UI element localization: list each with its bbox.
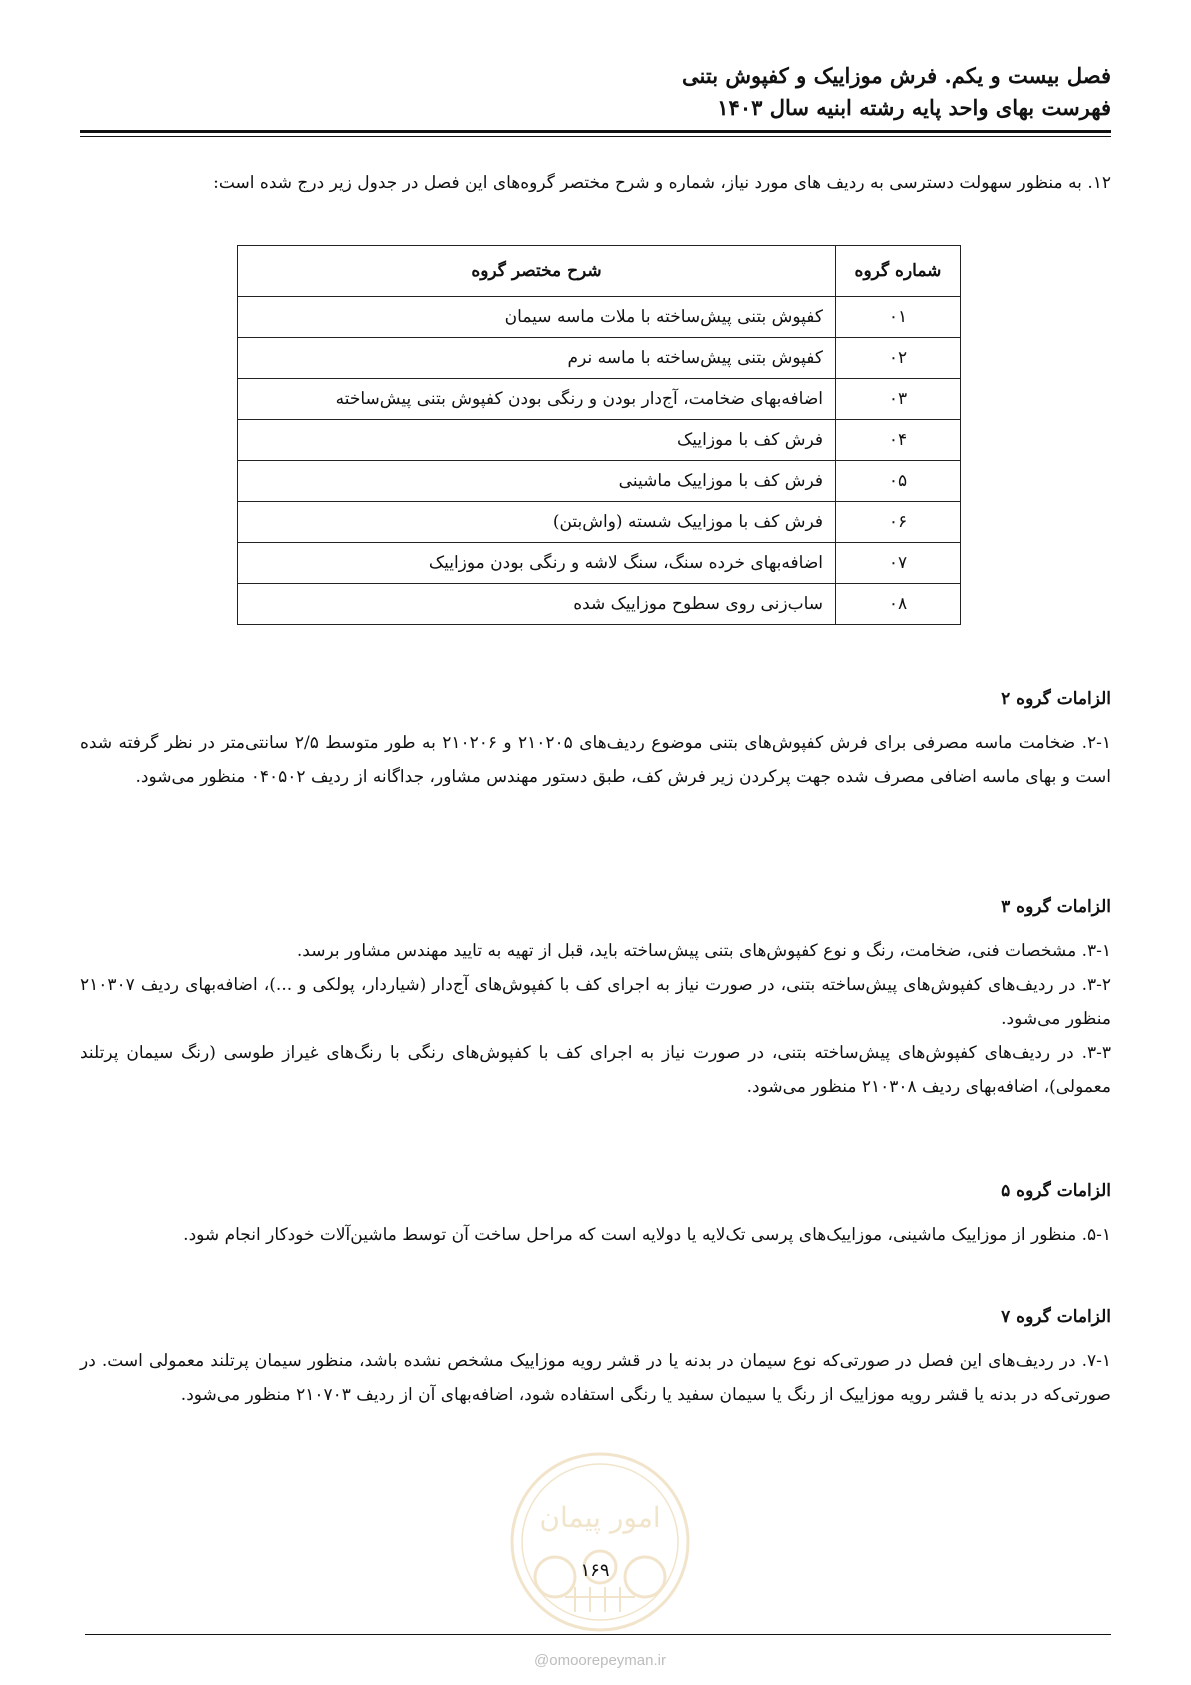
section-title: الزامات گروه ۳ xyxy=(1001,897,1111,917)
group-description-cell: اضافه‌بهای خرده سنگ، سنگ لاشه و رنگی بودن موزاییک xyxy=(238,543,836,584)
section-paragraph: ۲-۱. ضخامت ماسه مصرفی برای فرش کفپوش‌های بتنی موضوع ردیف‌های ۲۱۰۲۰۵ و ۲۱۰۲۰۶ به طور متوسط ۲/۵ سانتی‌متر در نظر گرفته شده است و بهای ماسه اضافی مصرف شده جهت پرکردن زیر فرش کف، طبق دستور مهندس مشاور، جداگانه از ردیف ۰۴۰۵۰۲ منظور می‌شود. xyxy=(80,733,1111,787)
groups-table xyxy=(237,245,961,625)
logo-outer-ring xyxy=(512,1454,688,1630)
group-number-cell: ۰۵ xyxy=(836,461,961,502)
section-title: الزامات گروه ۷ xyxy=(1001,1307,1111,1327)
table-row xyxy=(238,461,961,502)
group-description-cell: کفپوش بتنی پیش‌ساخته با ماسه نرم xyxy=(238,338,836,379)
group-description-cell: فرش کف با موزاییک ماشینی xyxy=(238,461,836,502)
section-paragraph: ۳-۱. مشخصات فنی، ضخامت، رنگ و نوع کفپوش‌های بتنی پیش‌ساخته باید، قبل از تهیه به تایید مهندس مشاور برسد. xyxy=(296,941,1111,961)
group-number-cell: ۰۳ xyxy=(836,379,961,420)
section-title: الزامات گروه ۵ xyxy=(1001,1181,1111,1201)
gear-icon xyxy=(625,1557,665,1597)
section-paragraph: ۷-۱. در ردیف‌های این فصل در صورتی‌که نوع سیمان در بدنه یا در قشر رویه موزاییک مشخص نشده باشد، منظور سیمان پرتلند معمولی است. در صورتی‌که در بدنه یا قشر رویه موزاییک از رنگ یا سیمان سفید یا رنگی استفاده شود، اضافه‌بهای آن از ردیف ۲۱۰۷۰۳ منظور می‌شود. xyxy=(80,1351,1111,1405)
group-number-cell: ۰۶ xyxy=(836,502,961,543)
section-title: الزامات گروه ۲ xyxy=(1001,689,1111,709)
header-rule-thick xyxy=(80,130,1111,133)
page-number: ۱۶۹ xyxy=(580,1560,610,1581)
group-number-cell: ۰۱ xyxy=(836,297,961,338)
table-row xyxy=(238,297,961,338)
website-watermark: @omoorepeyman.ir xyxy=(534,1652,666,1669)
header-group-description: شرح مختصر گروه xyxy=(238,246,836,297)
page-header xyxy=(80,60,1111,124)
logo-lettering: امور پیمان xyxy=(539,1501,661,1534)
group-number-cell: ۰۸ xyxy=(836,584,961,625)
chapter-title: فصل بیست و یکم. فرش موزاییک و کفپوش بتنی xyxy=(682,63,1111,88)
footer-rule xyxy=(85,1634,1111,1635)
group-description-cell: ساب‌زنی روی سطوح موزاییک شده xyxy=(238,584,836,625)
intro-paragraph: ۱۲. به منظور سهولت دسترسی به ردیف های مورد نیاز، شماره و شرح مختصر گروه‌های این فصل در جدول زیر درج شده است: xyxy=(213,173,1111,193)
table-row xyxy=(238,379,961,420)
group-description-cell: کفپوش بتنی پیش‌ساخته با ملات ماسه سیمان xyxy=(238,297,836,338)
section-paragraph: ۵-۱. منظور از موزاییک ماشینی، موزاییک‌های پرسی تک‌لایه یا دولایه است که مراحل ساخت آن توسط ماشین‌آلات خودکار انجام شود. xyxy=(183,1225,1111,1245)
group-number-cell: ۰۴ xyxy=(836,420,961,461)
section-paragraph: ۳-۲. در ردیف‌های کفپوش‌های پیش‌ساخته بتنی، در صورت نیاز به اجرای کف با کفپوش‌های آج‌دار (شیاردار، پولکی و ...)، اضافه‌بهای ردیف ۲۱۰۳۰۷ منظور می‌شود. xyxy=(80,975,1111,1029)
section-group-3 xyxy=(80,890,1111,1104)
table-row xyxy=(238,338,961,379)
price-list-title: فهرست بهای واحد پایه رشته ابنیه سال ۱۴۰۳ xyxy=(717,95,1111,120)
table-row xyxy=(238,502,961,543)
group-number-cell: ۰۷ xyxy=(836,543,961,584)
header-rule-thin xyxy=(80,136,1111,137)
group-number-cell: ۰۲ xyxy=(836,338,961,379)
watermark-logo xyxy=(505,1447,695,1637)
table-row xyxy=(238,543,961,584)
group-description-cell: فرش کف با موزاییک xyxy=(238,420,836,461)
section-paragraph: ۳-۳. در ردیف‌های کفپوش‌های پیش‌ساخته بتنی، در صورت نیاز به اجرای کف با کفپوش‌های رنگی با رنگ‌های غیراز طوسی (رنگ سیمان پرتلند معمولی)، اضافه‌بهای ردیف ۲۱۰۳۰۸ منظور می‌شود. xyxy=(80,1043,1111,1097)
table-row xyxy=(238,420,961,461)
table-row xyxy=(238,584,961,625)
header-group-number: شماره گروه xyxy=(836,246,961,297)
building-grid-icon xyxy=(565,1587,635,1612)
table-header-row xyxy=(238,246,961,297)
section-group-5 xyxy=(80,1174,1111,1252)
group-description-cell: اضافه‌بهای ضخامت، آج‌دار بودن و رنگی بودن کفپوش بتنی پیش‌ساخته xyxy=(238,379,836,420)
section-group-2 xyxy=(80,682,1111,794)
section-group-7 xyxy=(80,1300,1111,1412)
group-description-cell: فرش کف با موزاییک شسته (واش‌بتن) xyxy=(238,502,836,543)
